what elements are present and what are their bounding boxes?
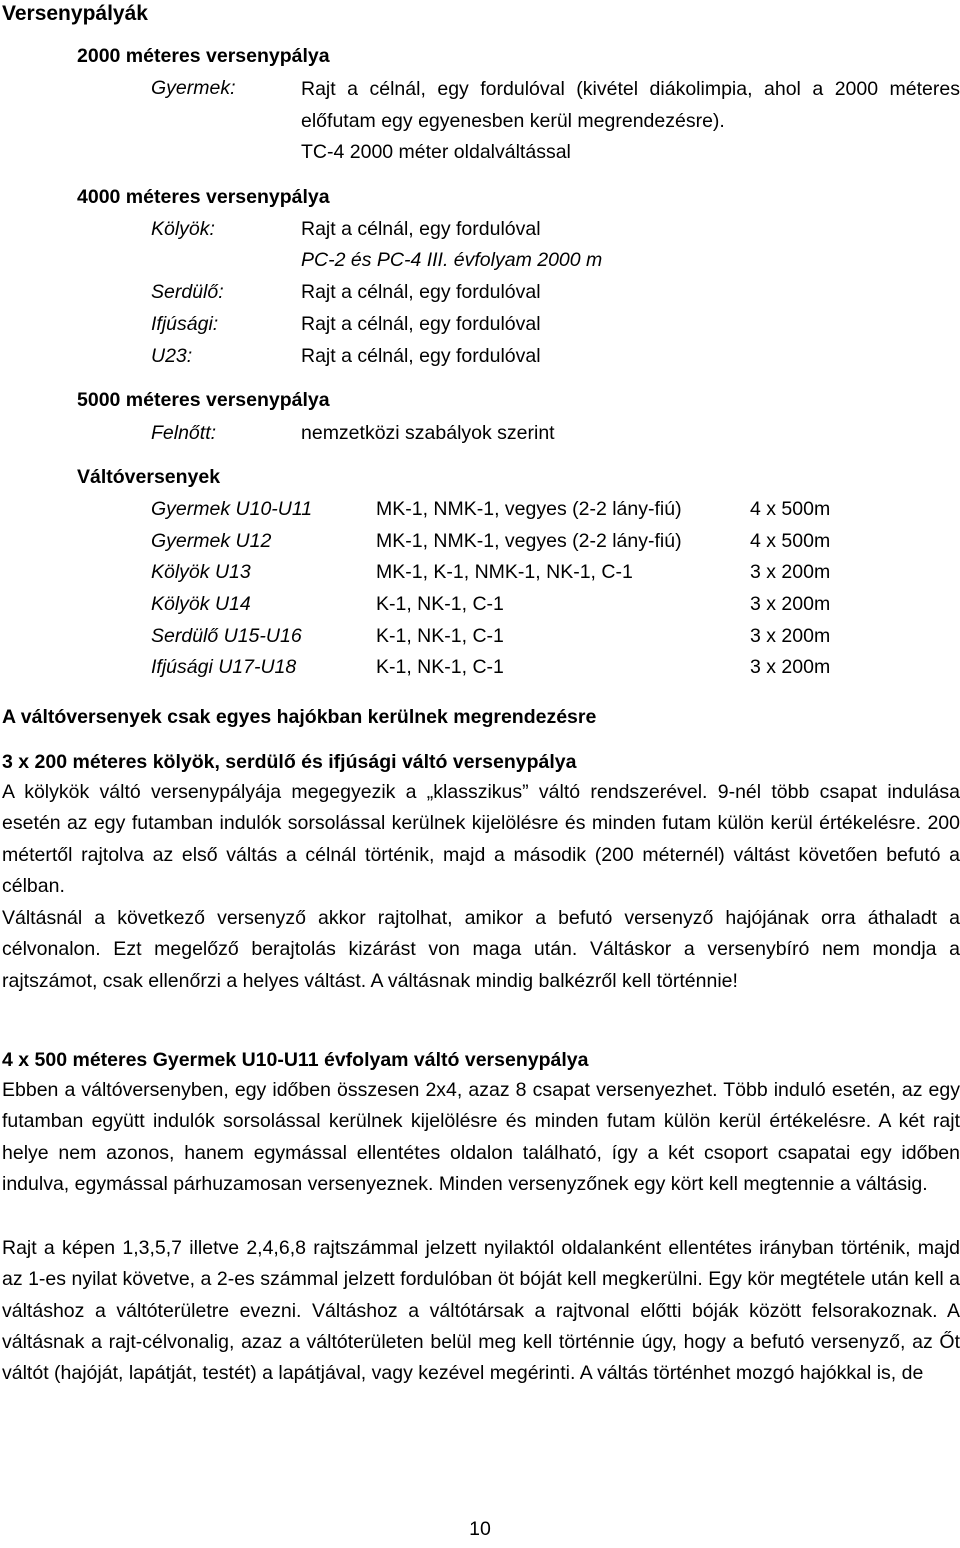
page-number: 10 bbox=[469, 1518, 491, 1540]
heading-2000: 2000 méteres versenypálya bbox=[77, 45, 330, 67]
relay-row bbox=[151, 622, 851, 650]
heading-relay-200: 3 x 200 méteres kölyök, serdülő és ifjúsági váltó versenypálya bbox=[2, 751, 577, 773]
page-title: Versenypályák bbox=[2, 2, 148, 25]
relay-category: Kölyök U14 bbox=[151, 593, 251, 615]
value-gyermek: Rajt a célnál, egy fordulóval (kivétel diákolimpia, ahol a 2000 méteres előfutam egy egyenesben kerül megrendezésre). bbox=[301, 78, 960, 132]
relay-category: Gyermek U12 bbox=[151, 530, 272, 552]
relay-boats: MK-1, NMK-1, vegyes (2-2 lány-fiú) bbox=[376, 530, 682, 552]
relay-boats: MK-1, K-1, NMK-1, NK-1, C-1 bbox=[376, 561, 633, 583]
relay-distance: 3 x 200m bbox=[750, 593, 831, 615]
label-felnott: Felnőtt: bbox=[151, 422, 217, 444]
relay-distance: 4 x 500m bbox=[750, 530, 831, 552]
relay-distance: 3 x 200m bbox=[750, 625, 831, 647]
relay-category: Serdülő U15-U16 bbox=[151, 625, 302, 647]
relay-category: Kölyök U13 bbox=[151, 561, 251, 583]
relay-category: Ifjúsági U17-U18 bbox=[151, 656, 297, 678]
label-u23: U23: bbox=[151, 345, 193, 367]
value-u23: Rajt a célnál, egy fordulóval bbox=[301, 345, 541, 367]
relay-row bbox=[151, 527, 851, 555]
value-pc: PC-2 és PC-4 III. évfolyam 2000 m bbox=[301, 249, 603, 271]
paragraph-relay-200-2: Váltásnál a következő versenyző akkor rajtolhat, amikor a befutó versenyző hajójának orra áthaladt a célvonalon. Ezt megelőző berajtolás kizárást von maga után. Váltáskor a versenybíró nem mondja a rajtszámot, csak ellenőrzi a helyes váltást. A váltásnak mindig balkézről kell történnie! bbox=[2, 907, 960, 992]
paragraph-relay-500-2: Rajt a képen 1,3,5,7 illetve 2,4,6,8 rajtszámmal jelzett nyilaktól oldalanként ellentétes irányban történik, majd az 1-es nyilat követve, a 2-es számmal jelzett fordulóban öt bóját kell megkerülni. Egy kör megtétele után kell a váltáshoz a váltóterületre evezni. Váltáshoz a váltótársak a rajtvonal előtti bóják között felsorakoznak. A váltásnak a rajt-célvonalig, azaz a váltóterületen belül meg kell történnie úgy, hogy a befutó versenyző, az Őt váltót (hajóját, lapátját, testét) a lapátjával, vagy kezével megérinti. A váltás történhet mozgó hajókkal is, de bbox=[2, 1237, 960, 1385]
paragraph-relay-200-1: A kölykök váltó versenypályája megegyezik a „klasszikus” váltó rendszerével. 9-nél több csapat indulása esetén az egy futamban indulók sorsolással kerülnek kijelölésre és minden futam külön kerül értékelésre. 200 métertől rajtolva az első váltás a célnál történik, majd a második (200 méternél) váltást követően befutó a célban. bbox=[2, 781, 960, 897]
paragraph-relay-500-1: Ebben a váltóversenyben, egy időben összesen 2x4, azaz 8 csapat versenyezhet. Több induló esetén, az egy futamban együtt indulók sorsolással kerülnek kijelölésre és minden futam külön kerül értékelésre. A két rajt helye nem azonos, hanem egymással ellentétes oldalon található, így a két csoport csapatai egy időben indulva, egymással párhuzamosan versenyeznek. Minden versenyzőnek egy kört kell megtennie a váltásig. bbox=[2, 1079, 960, 1195]
relay-distance: 3 x 200m bbox=[750, 561, 831, 583]
heading-5000: 5000 méteres versenypálya bbox=[77, 389, 330, 411]
value-kolyok: Rajt a célnál, egy fordulóval bbox=[301, 218, 541, 240]
relay-row bbox=[151, 653, 851, 681]
relay-row bbox=[151, 558, 851, 586]
value-serdulo: Rajt a célnál, egy fordulóval bbox=[301, 281, 541, 303]
relay-boats: K-1, NK-1, C-1 bbox=[376, 656, 504, 678]
relay-category: Gyermek U10-U11 bbox=[151, 498, 313, 520]
heading-relays: Váltóversenyek bbox=[77, 466, 221, 488]
relay-boats: K-1, NK-1, C-1 bbox=[376, 593, 504, 615]
label-gyermek: Gyermek: bbox=[151, 77, 236, 99]
value-felnott: nemzetközi szabályok szerint bbox=[301, 422, 555, 444]
relay-boats: K-1, NK-1, C-1 bbox=[376, 625, 504, 647]
label-serdulo: Serdülő: bbox=[151, 281, 224, 303]
label-kolyok: Kölyök: bbox=[151, 218, 215, 240]
relay-row bbox=[151, 590, 851, 618]
relay-distance: 3 x 200m bbox=[750, 656, 831, 678]
heading-relay-500: 4 x 500 méteres Gyermek U10-U11 évfolyam váltó versenypálya bbox=[2, 1049, 589, 1071]
relay-distance: 4 x 500m bbox=[750, 498, 831, 520]
value-ifjusagi: Rajt a célnál, egy fordulóval bbox=[301, 313, 541, 335]
heading-4000: 4000 méteres versenypálya bbox=[77, 186, 330, 208]
relay-note: A váltóversenyek csak egyes hajókban kerülnek megrendezésre bbox=[2, 706, 597, 728]
relay-row bbox=[151, 495, 851, 523]
label-ifjusagi: Ifjúsági: bbox=[151, 313, 219, 335]
value-tc4: TC-4 2000 méter oldalváltással bbox=[301, 141, 571, 163]
relay-boats: MK-1, NMK-1, vegyes (2-2 lány-fiú) bbox=[376, 498, 682, 520]
